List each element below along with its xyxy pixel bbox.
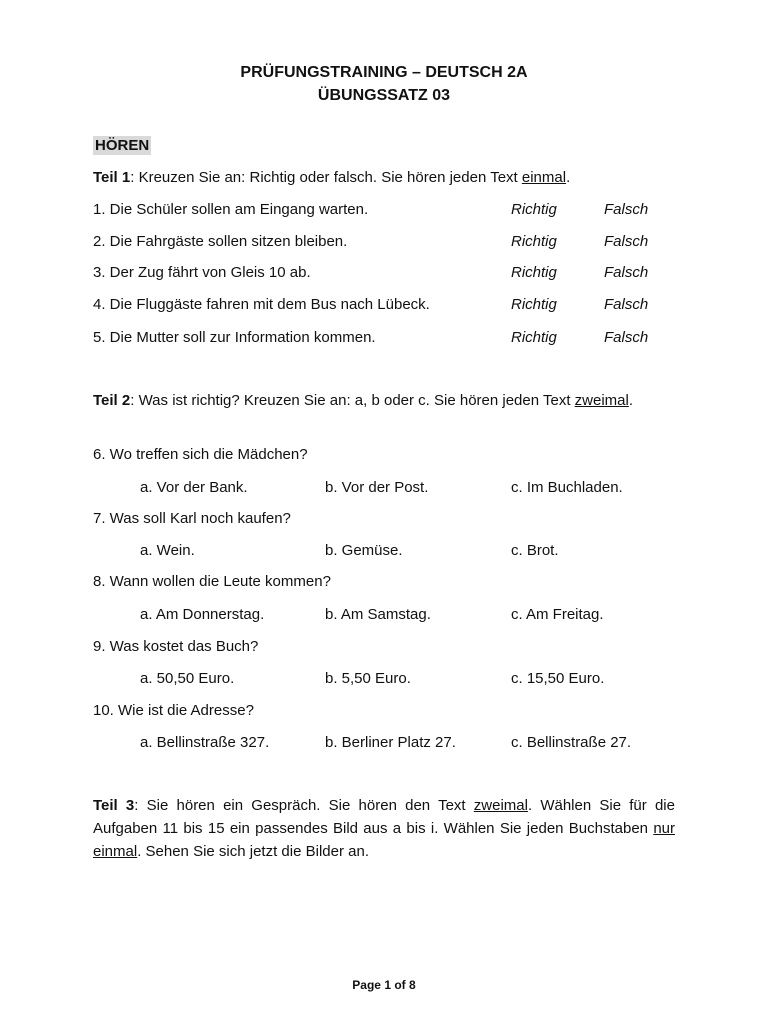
option-c[interactable]: c. Im Buchladen. [511, 479, 623, 496]
teil2-label: Teil 2 [93, 392, 131, 409]
teil3-text-end: . Sehen Sie sich jetzt die Bilder an. [137, 843, 369, 860]
option-a[interactable]: a. Bellinstraße 327. [140, 734, 270, 751]
teil2-instruction [93, 390, 675, 412]
option-c[interactable]: c. Brot. [511, 542, 559, 559]
option-b[interactable]: b. Berliner Platz 27. [325, 734, 456, 751]
statement-text: 2. Die Fahrgäste sollen sitzen bleiben. [93, 233, 348, 250]
question-text: 8. Wann wollen die Leute kommen? [93, 573, 331, 590]
teil3-underlined: zweimal [473, 797, 528, 814]
richtig-option[interactable]: Richtig [511, 233, 557, 250]
teil1-underlined: einmal [521, 169, 567, 186]
statement-text: 3. Der Zug fährt von Gleis 10 ab. [93, 264, 311, 281]
teil3-text: . Wählen Sie für die Aufgaben 11 bis 15 ein passendes Bild aus a bis i. Wählen Sie jeden Buchstaben [93, 797, 675, 837]
option-b[interactable]: b. Am Samstag. [325, 606, 431, 623]
option-c[interactable]: c. Am Freitag. [511, 606, 604, 623]
teil3-underlined: nur einmal [93, 820, 675, 860]
teil1-text-end: . [566, 169, 571, 186]
statement-text: 5. Die Mutter soll zur Information kommen. [93, 329, 376, 346]
falsch-option[interactable]: Falsch [604, 296, 649, 313]
teil2-text: : Was ist richtig? Kreuzen Sie an: a, b oder c. Sie hören jeden Text [130, 392, 575, 409]
page-footer [0, 978, 768, 992]
falsch-option[interactable]: Falsch [604, 233, 649, 250]
falsch-option[interactable]: Falsch [604, 201, 649, 218]
option-b[interactable]: b. 5,50 Euro. [325, 670, 411, 687]
option-b[interactable]: b. Vor der Post. [325, 479, 429, 496]
document-title: PRÜFUNGSTRAINING – DEUTSCH 2A [240, 64, 528, 81]
richtig-option[interactable]: Richtig [511, 264, 557, 281]
richtig-option[interactable]: Richtig [511, 329, 557, 346]
teil2-underlined: zweimal [574, 392, 629, 409]
total-page-count: 8 [409, 978, 416, 992]
option-a[interactable]: a. Vor der Bank. [140, 479, 248, 496]
question-text: 9. Was kostet das Buch? [93, 638, 259, 655]
footer-page-label: Page [352, 978, 381, 992]
teil3-label: Teil 3 [93, 797, 135, 814]
teil3-text: : Sie hören ein Gespräch. Sie hören den Text [134, 797, 474, 814]
richtig-option[interactable]: Richtig [511, 201, 557, 218]
teil1-label: Teil 1 [93, 169, 131, 186]
teil1-instruction [93, 168, 675, 187]
teil1-text: : Kreuzen Sie an: Richtig oder falsch. Sie hören jeden Text [130, 169, 522, 186]
falsch-option[interactable]: Falsch [604, 329, 649, 346]
statement-text: 1. Die Schüler sollen am Eingang warten. [93, 201, 369, 218]
section-heading: HÖREN [95, 137, 150, 154]
falsch-option[interactable]: Falsch [604, 264, 649, 281]
question-text: 6. Wo treffen sich die Mädchen? [93, 446, 308, 463]
current-page-number: 1 [384, 978, 391, 992]
teil3-instruction [93, 794, 675, 863]
richtig-option[interactable]: Richtig [511, 296, 557, 313]
question-text: 10. Wie ist die Adresse? [93, 702, 254, 719]
option-a[interactable]: a. Am Donnerstag. [140, 606, 265, 623]
option-b[interactable]: b. Gemüse. [325, 542, 403, 559]
teil2-text-end: . [628, 392, 634, 409]
option-a[interactable]: a. 50,50 Euro. [140, 670, 235, 687]
statement-text: 4. Die Fluggäste fahren mit dem Bus nach Lübeck. [93, 296, 430, 313]
option-c[interactable]: c. Bellinstraße 27. [511, 734, 632, 751]
footer-of-label: of [394, 978, 406, 992]
option-a[interactable]: a. Wein. [140, 542, 195, 559]
question-text: 7. Was soll Karl noch kaufen? [93, 510, 291, 527]
option-c[interactable]: c. 15,50 Euro. [511, 670, 605, 687]
document-subtitle: ÜBUNGSSATZ 03 [317, 87, 451, 104]
